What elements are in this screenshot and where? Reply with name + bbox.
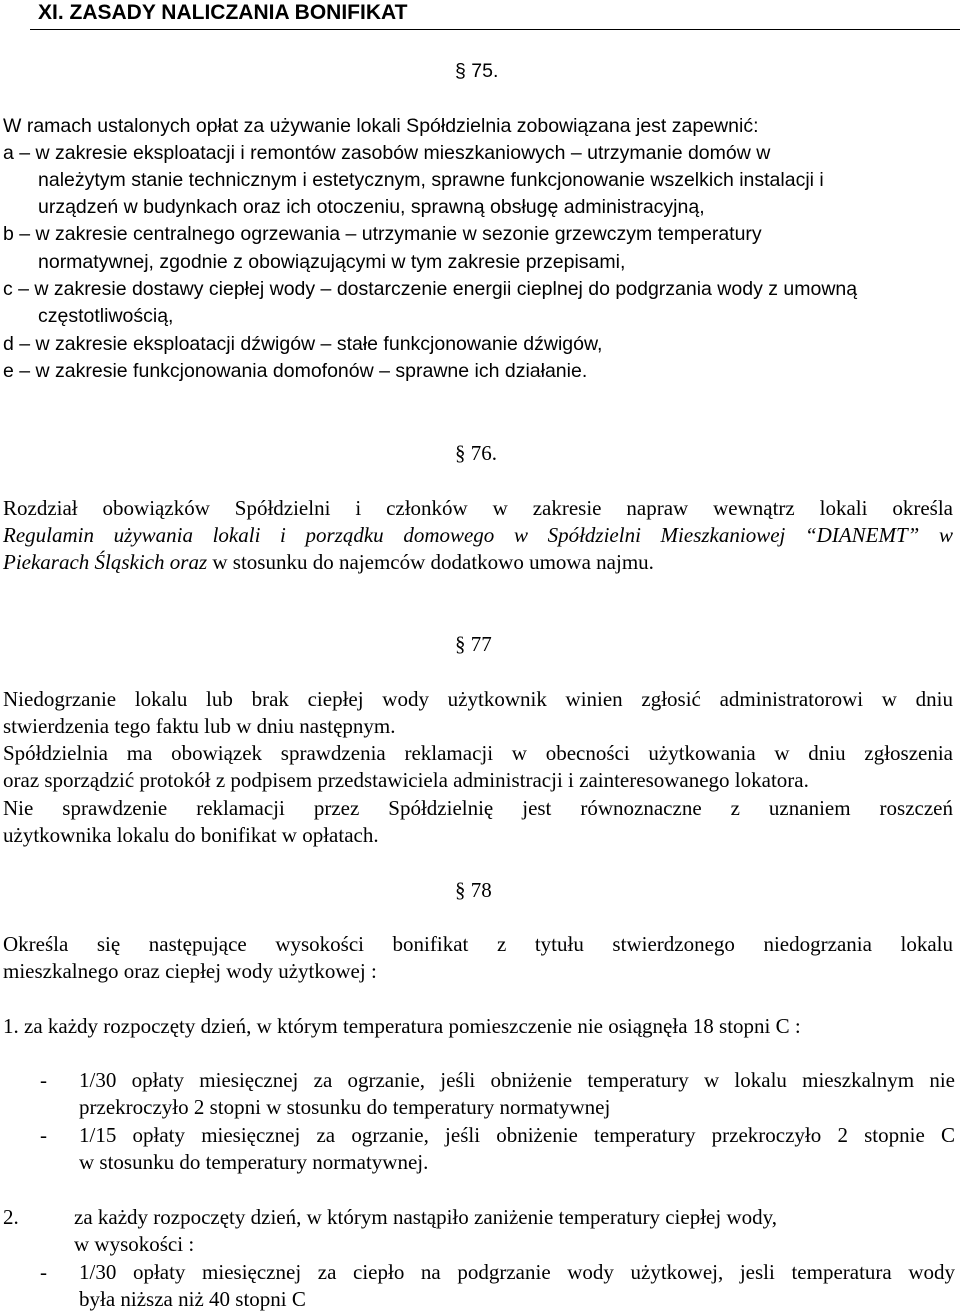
s75-line-6: normatywnej, zgodnie z obowiązującymi w tym zakresie przepisami,	[38, 251, 626, 273]
s76-line-1: Rozdział obowiązków Spółdzielni i członków w zakresie napraw wewnątrz lokali określa	[3, 496, 953, 520]
s77-line-2: stwierdzenia tego faktu lub w dniu następnym.	[3, 714, 396, 738]
s78-item-1: 1. za każdy rozpoczęty dzień, w którym temperatura pomieszczenie nie osiągnęła 18 stopni C :	[3, 1014, 801, 1038]
s77-line-3: Spółdzielnia ma obowiązek sprawdzenia reklamacji w obecności użytkowania w dniu zgłoszenia	[3, 741, 953, 765]
s78-item-2-bullet-1-marker: -	[40, 1260, 47, 1284]
heading-rule	[30, 29, 960, 30]
s75-line-2: a – w zakresie eksploatacji i remontów zasobów mieszkaniowych – utrzymanie domów w	[3, 142, 771, 164]
s76-line-3-italic: Piekarach Śląskich oraz	[3, 550, 208, 574]
s78-item-1-bullet-1-marker: -	[40, 1068, 47, 1092]
s75-line-10: e – w zakresie funkcjonowania domofonów – sprawne ich działanie.	[3, 360, 588, 382]
s77-line-1: Niedogrzanie lokalu lub brak ciepłej wody użytkownik winien zgłosić administratorowi w dniu	[3, 687, 953, 711]
s76-line-2	[3, 522, 953, 549]
s75-line-3: należytym stanie technicznym i estetycznym, sprawne funkcjonowanie wszelkich instalacji i	[38, 169, 824, 191]
s78-item-1-bullet-2-line-2: w stosunku do temperatury normatywnej.	[79, 1150, 429, 1174]
s76-line-3-rest: w stosunku do najemców dodatkowo umowa najmu.	[207, 550, 654, 574]
chapter-heading: XI. ZASADY NALICZANIA BONIFIKAT	[38, 1, 408, 24]
section-78-title: § 78	[455, 878, 492, 902]
s75-line-4: urządzeń w budynkach oraz ich otoczeniu, sprawną obsługę administracyjną,	[38, 196, 705, 218]
s76-line-3	[3, 549, 654, 576]
s75-line-9: d – w zakresie eksploatacji dźwigów – stałe funkcjonowanie dźwigów,	[3, 333, 603, 355]
s75-line-8: częstotliwością,	[38, 305, 174, 327]
s75-line-1: W ramach ustalonych opłat za używanie lokali Spółdzielnia zobowiązana jest zapewnić:	[3, 115, 759, 137]
section-77-title: § 77	[455, 632, 492, 656]
s75-line-5: b – w zakresie centralnego ogrzewania – utrzymanie w sezonie grzewczym temperatury	[3, 223, 762, 245]
s78-intro-line-1: Określa się następujące wysokości bonifikat z tytułu stwierdzonego niedogrzania lokalu	[3, 932, 953, 956]
s78-item-1-bullet-1-line-1: 1/30 opłaty miesięcznej za ogrzanie, jeśli obniżenie temperatury w lokalu mieszkalnym nie	[79, 1068, 955, 1092]
s78-item-1-bullet-2-line-1: 1/15 opłaty miesięcznej za ogrzanie, jeśli obniżenie temperatury przekroczyło 2 stopnie C	[79, 1123, 955, 1147]
section-76-title: § 76.	[455, 441, 497, 465]
s77-line-4: oraz sporządzić protokół z podpisem przedstawiciela administracji i zainteresowanego lokatora.	[3, 768, 809, 792]
s78-item-2-number: 2.	[3, 1205, 19, 1229]
s77-line-5: Nie sprawdzenie reklamacji przez Spółdzielnię jest równoznaczne z uznaniem roszczeń	[3, 796, 953, 820]
s78-item-1-bullet-1-line-2: przekroczyło 2 stopni w stosunku do temperatury normatywnej	[79, 1095, 611, 1119]
s75-line-7: c – w zakresie dostawy ciepłej wody – dostarczenie energii cieplnej do podgrzania wody z umowną	[3, 278, 858, 300]
s78-intro-line-2: mieszkalnego oraz ciepłej wody użytkowej :	[3, 959, 377, 983]
s78-item-2-line-1: za każdy rozpoczęty dzień, w którym nastąpiło zaniżenie temperatury ciepłej wody,	[74, 1205, 778, 1229]
s78-item-2-line-2: w wysokości :	[74, 1232, 195, 1256]
s78-item-1-bullet-2-marker: -	[40, 1123, 47, 1147]
s77-line-6: użytkownika lokalu do bonifikat w opłatach.	[3, 823, 379, 847]
s78-item-2-bullet-1-line-2: była niższa niż 40 stopni C	[79, 1287, 306, 1311]
s78-item-2-bullet-1-line-1: 1/30 opłaty miesięcznej za ciepło na podgrzanie wody użytkowej, jesli temperatura wody	[79, 1260, 955, 1284]
s76-line-2-italic: Regulamin używania lokali i porządku domowego w Spółdzielni Mieszkaniowej “DIANEMT” w	[3, 523, 953, 547]
section-75-title: § 75.	[455, 60, 499, 82]
